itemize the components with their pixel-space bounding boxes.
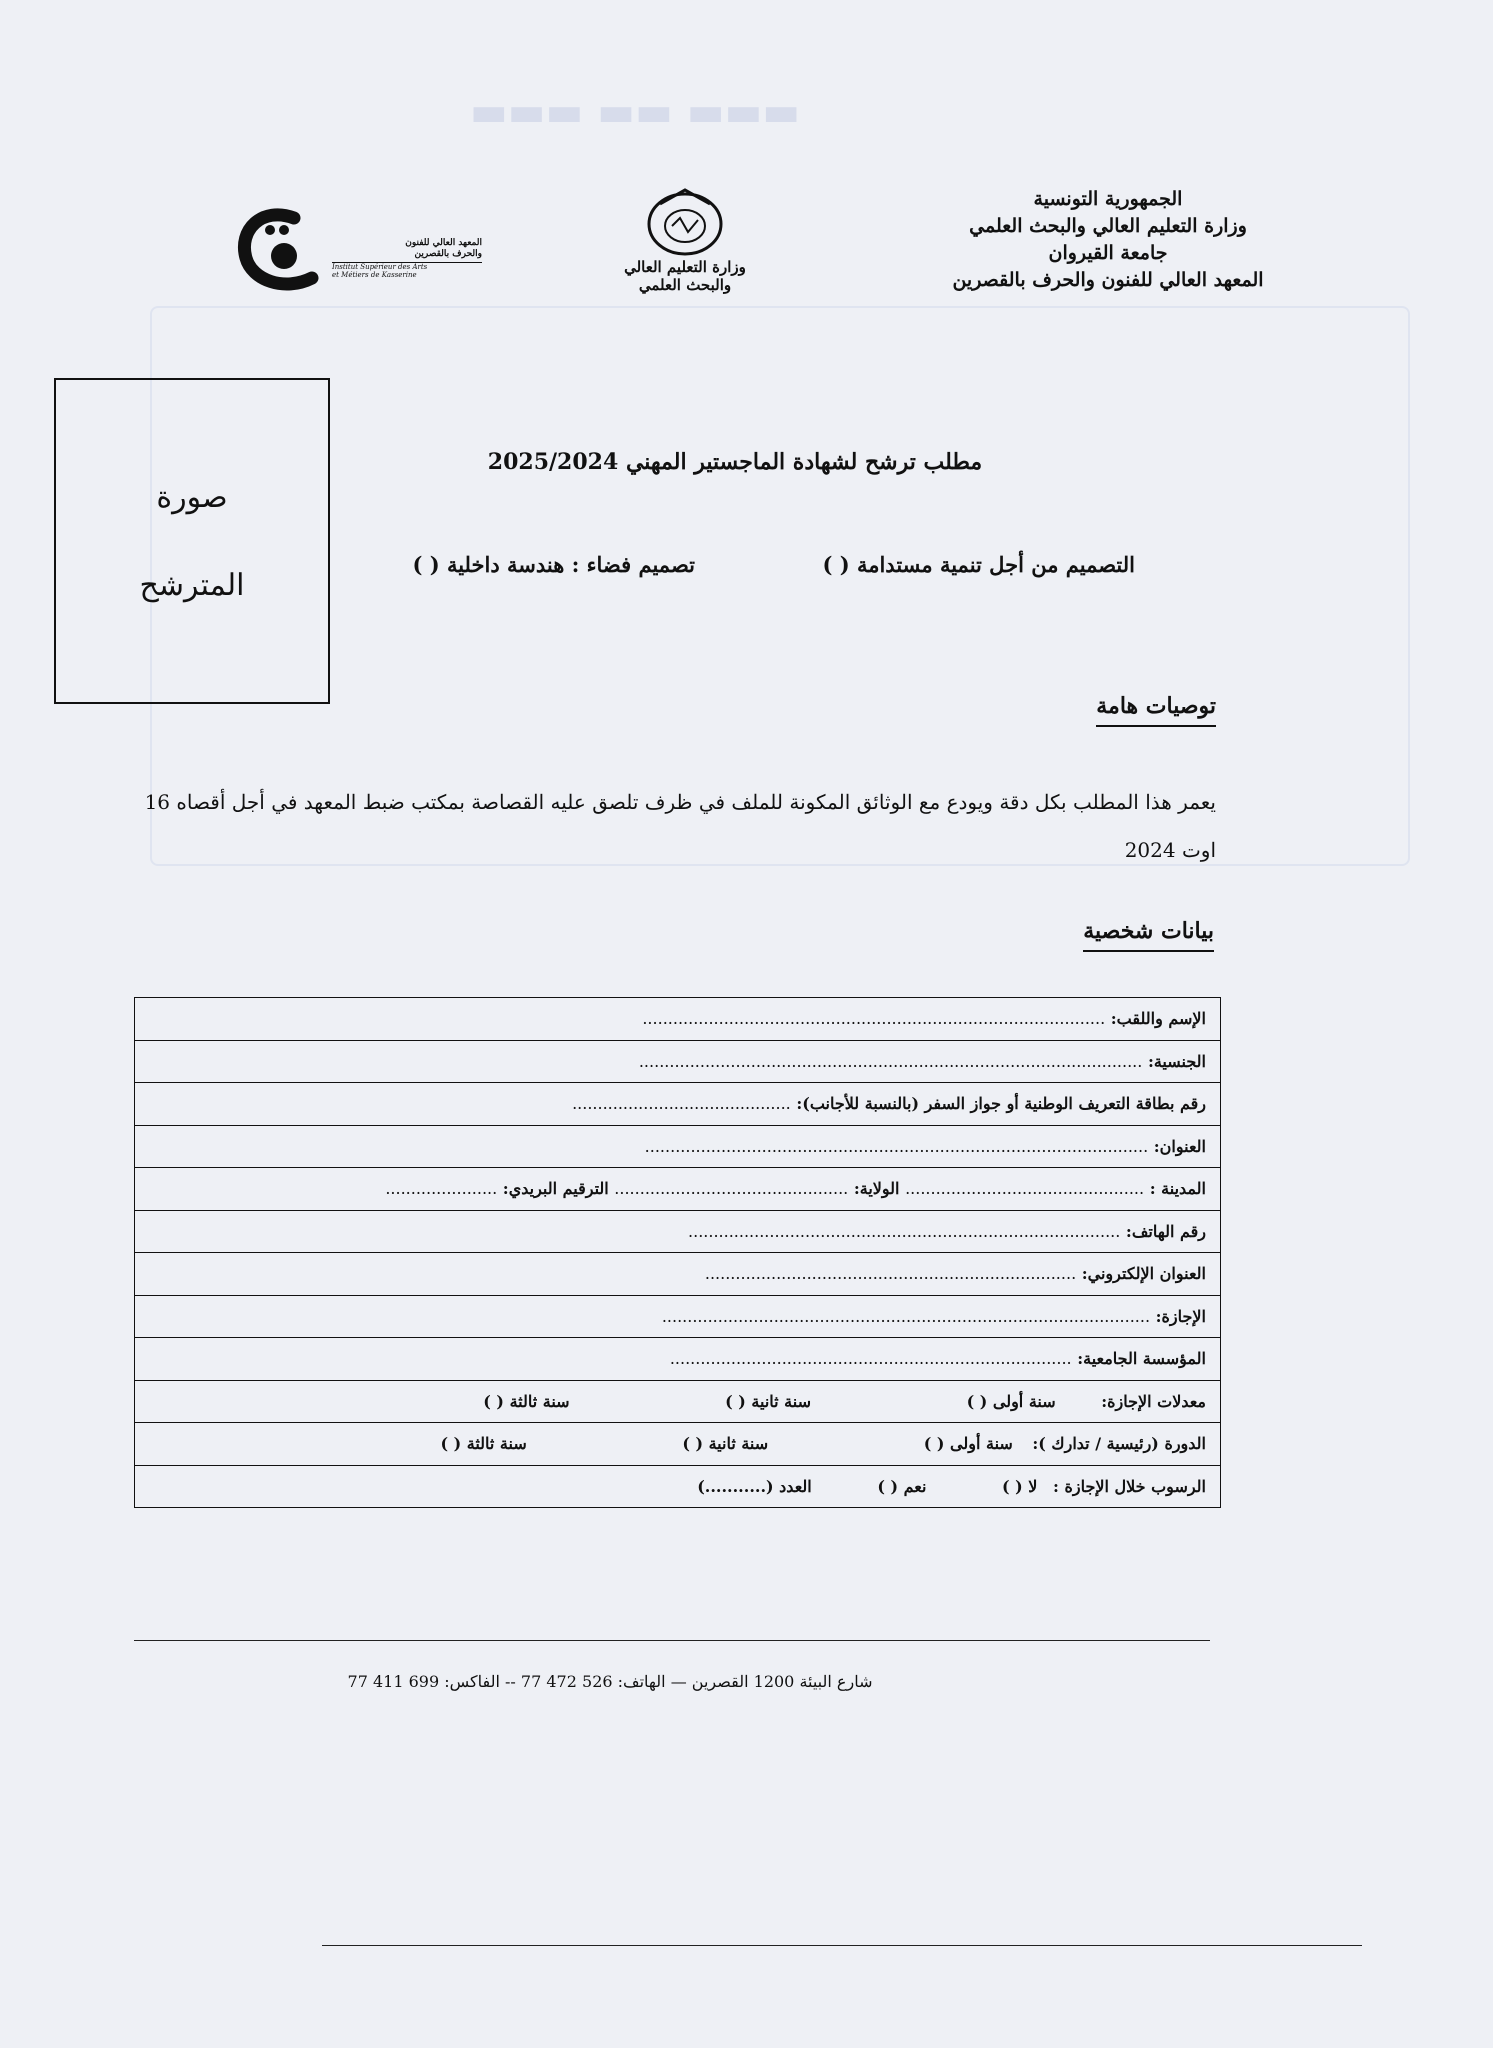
- recommendations-text: يعمر هذا المطلب بكل دقة ويودع مع الوثائق المكونة للملف في ظرف تلصق عليه القصاصة بمكتب ضبط المعهد في أجل أقصاه 16 اوت 2024: [144, 790, 1216, 862]
- table-row: [135, 1295, 1221, 1338]
- ministry-header: [928, 186, 1288, 294]
- university-field[interactable]: [135, 1338, 1221, 1381]
- option-sustainable-design[interactable]: التصميم من أجل تنمية مستدامة ( ): [822, 552, 1135, 577]
- bleed-through-text: ▬▬▬ ▬▬ ▬▬▬: [470, 88, 801, 135]
- table-row: [135, 1083, 1221, 1126]
- email-field[interactable]: [135, 1253, 1221, 1296]
- table-row: [135, 1125, 1221, 1168]
- city-governorate-postal-field[interactable]: [135, 1168, 1221, 1211]
- header-line-institute: المعهد العالي للفنون والحرف بالقصرين: [952, 269, 1264, 291]
- emblem-line-1: وزارة التعليم العالي: [624, 258, 746, 276]
- table-row: [135, 1423, 1221, 1466]
- nationality-label: الجنسية:: [1147, 1051, 1206, 1071]
- photo-box-label-1: صورة: [156, 480, 228, 515]
- address-label: العنوان:: [1153, 1136, 1206, 1156]
- university-dots: ...............................................................................: [669, 1349, 1072, 1369]
- degree-field[interactable]: [135, 1295, 1221, 1338]
- table-row: [135, 1380, 1221, 1423]
- institute-logo-ar-line-1: المعهد العالي للفنون: [405, 238, 482, 248]
- email-dots: .........................................................................: [704, 1264, 1077, 1284]
- city-label: المدينة :: [1149, 1179, 1206, 1199]
- email-label: العنوان الإلكتروني:: [1081, 1264, 1206, 1284]
- personal-data-heading: بيانات شخصية: [1083, 918, 1214, 952]
- averages-year-1[interactable]: سنة أولى ( ): [966, 1391, 1056, 1411]
- recommendations-heading: توصيات هامة: [1096, 693, 1216, 727]
- averages-label: معدلات الإجازة:: [1101, 1391, 1206, 1411]
- personal-data-table: [134, 997, 1221, 1508]
- governorate-dots: ..............................................: [614, 1179, 849, 1199]
- header-line-ministry: وزارة التعليم العالي والبحث العلمي: [969, 215, 1247, 237]
- session-year-1[interactable]: سنة أولى ( ): [923, 1434, 1013, 1454]
- form-title: مطلب ترشح لشهادة الماجستير المهني 2025/2024: [487, 449, 983, 475]
- degree-dots: ................................................................................................: [661, 1306, 1151, 1326]
- session-year-3[interactable]: سنة ثالثة ( ): [440, 1434, 527, 1454]
- failure-count[interactable]: العدد (...........): [697, 1476, 812, 1496]
- averages-year-3[interactable]: سنة ثالثة ( ): [483, 1391, 570, 1411]
- session-label: الدورة (رئيسية / تدارك ):: [1032, 1434, 1206, 1454]
- institute-logo-ar-line-2: والحرف بالقصرين: [414, 249, 482, 259]
- averages-year-2[interactable]: سنة ثانية ( ): [725, 1391, 811, 1411]
- bottom-divider: [322, 1945, 1362, 1946]
- nationality-field[interactable]: [135, 1040, 1221, 1083]
- session-year-2[interactable]: سنة ثانية ( ): [682, 1434, 769, 1454]
- failure-field[interactable]: [135, 1465, 1221, 1508]
- table-row: [135, 1168, 1221, 1211]
- postal-code-label: الترقيم البريدي:: [502, 1179, 609, 1199]
- header-line-republic: الجمهورية التونسية: [1033, 188, 1183, 210]
- table-row: [135, 1040, 1221, 1083]
- name-dots: ...........................................................................................: [642, 1009, 1106, 1029]
- degree-label: الإجازة:: [1155, 1306, 1206, 1326]
- phone-dots: .....................................................................................: [688, 1221, 1121, 1241]
- nationality-dots: ...................................................................................................: [638, 1051, 1143, 1071]
- option-interior-architecture[interactable]: تصميم فضاء : هندسة داخلية ( ): [412, 552, 695, 577]
- name-label: الإسم واللقب:: [1110, 1009, 1206, 1029]
- address-dots: ...................................................................................................: [644, 1136, 1149, 1156]
- session-field[interactable]: [135, 1423, 1221, 1466]
- degree-averages-field[interactable]: [135, 1380, 1221, 1423]
- failure-yes[interactable]: نعم ( ): [877, 1476, 927, 1496]
- table-row: [135, 1338, 1221, 1381]
- emblem-line-2: والبحث العلمي: [638, 276, 732, 294]
- institute-logo-fr-line-1: Institut Supérieur des Arts: [332, 263, 428, 271]
- phone-field[interactable]: [135, 1210, 1221, 1253]
- table-row: [135, 998, 1221, 1041]
- address-field[interactable]: [135, 1125, 1221, 1168]
- failure-label: الرسوب خلال الإجازة :: [1052, 1476, 1206, 1496]
- institute-logo-fr-line-2: et Métiers de Kasserine: [332, 271, 417, 279]
- postal-code-dots: ......................: [385, 1179, 498, 1199]
- id-number-label: رقم بطاقة التعريف الوطنية أو جواز السفر (بالنسبة للأجانب):: [796, 1094, 1206, 1114]
- name-field[interactable]: [135, 998, 1221, 1041]
- footer-address: شارع البيئة 1200 القصرين — الهاتف: 526 472 77 -- الفاكس: 699 411 77: [347, 1672, 873, 1691]
- photo-box-label-2: المترشح: [139, 568, 245, 603]
- table-row: [135, 1210, 1221, 1253]
- ministry-emblem-logo: [580, 182, 790, 302]
- table-row: [135, 1253, 1221, 1296]
- id-number-field[interactable]: [135, 1083, 1221, 1126]
- header-line-university: جامعة القيروان: [1048, 242, 1168, 264]
- table-row: [135, 1465, 1221, 1508]
- governorate-label: الولاية:: [853, 1179, 900, 1199]
- failure-no[interactable]: لا ( ): [1002, 1476, 1038, 1496]
- city-dots: ...............................................: [905, 1179, 1145, 1199]
- university-label: المؤسسة الجامعية:: [1077, 1349, 1206, 1369]
- id-number-dots: ...........................................: [572, 1094, 791, 1114]
- institute-logo: [232, 200, 482, 300]
- phone-label: رقم الهاتف:: [1125, 1221, 1206, 1241]
- candidate-photo-box: [54, 378, 330, 704]
- footer-divider: [134, 1640, 1210, 1641]
